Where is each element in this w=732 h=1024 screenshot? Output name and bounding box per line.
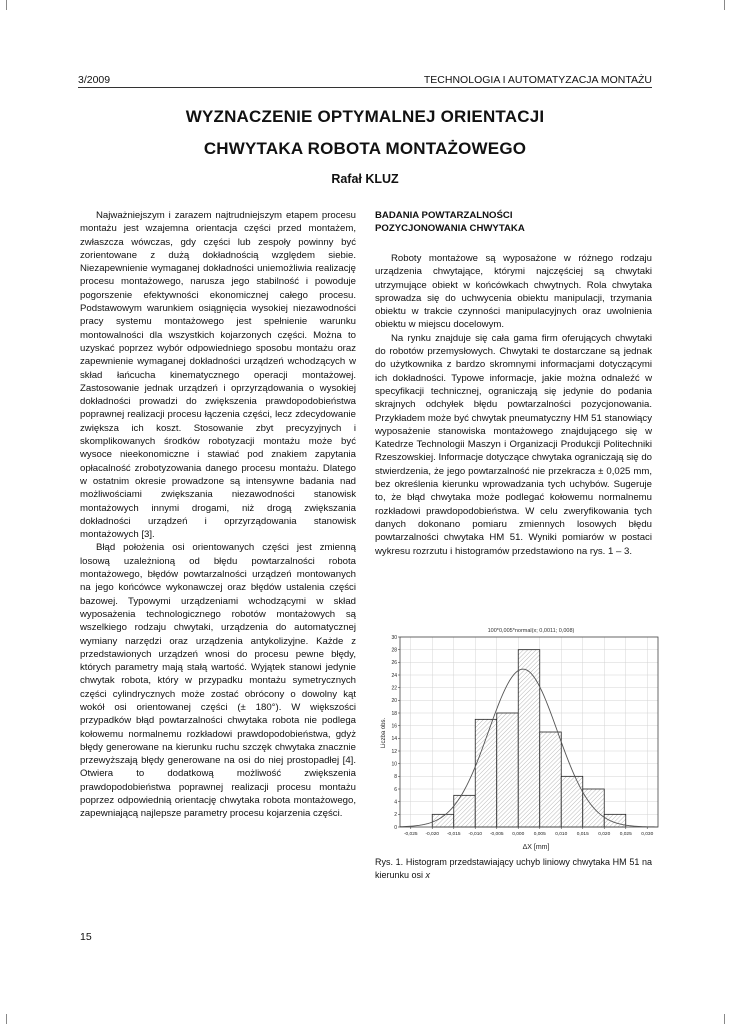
caption-text: Rys. 1. Histogram przedstawiający uchyb liniowy chwytaka HM 51 na kierunku osi	[375, 857, 652, 880]
histogram-bar	[518, 650, 540, 827]
x-tick-label: -0,020	[425, 832, 440, 837]
y-tick-label: 10	[391, 761, 397, 768]
section-heading-line: POZYCJONOWANIA CHWYTAKA	[375, 223, 525, 235]
histogram-figure	[376, 623, 664, 853]
paragraph: Na rynku znajduje się cała gama firm oferujących chwytaki do robotów przemysłowych. Chwytaki te dostarczane są jednak do użytkownika z bardzo skromnymi informacjami dotyczącymi ich dokładności. Typowe informacje, jakie można odnaleźć w specyfikacji technicznej, ograniczają się jedynie do podania skrajnych odchyłek błędu powtarzalności pozycjonowania. Przykładem może być chwytak pneumatyczny HM 51 stanowiący wyposażenie stanowiska montażowego znajdującego się w Katedrze Technologii Maszyn i Organizacji Produkcji Politechniki Rzeszowskiej. Informacje dotyczące chwytaka ograniczają się do stwierdzenia, że jego powtarzalność nie przekracza ± 0,025 mm, bez określenia kierunku wprowadzania tych uchybów. Sugeruje to, że błąd chwytaka może podlegać kołowemu normalnemu rozkładowi prawdopodobieństwa. W celu zweryfikowania tych danych dokonano pomiaru zmiennych losowych błędu powtarzalności chwytaka HM 51. Wyniki pomiarów w postaci wykresu rozrzutu i histogramów przedstawiono na rys. 1 – 3.	[375, 332, 652, 557]
crop-mark	[724, 1014, 725, 1024]
journal-title: TECHNOLOGIA I AUTOMATYZACJA MONTAŻU	[423, 74, 652, 86]
x-tick-label: 0,030	[641, 832, 654, 837]
y-tick-label: 16	[391, 723, 397, 730]
author-name: Rafał KLUZ	[331, 172, 399, 186]
y-tick-label: 8	[394, 774, 397, 781]
y-tick-label: 20	[391, 698, 397, 705]
page-number: 15	[80, 931, 92, 943]
x-axis-label: ΔX [mm]	[522, 844, 550, 851]
histogram-bar	[475, 719, 497, 827]
histogram-bar	[497, 713, 519, 827]
histogram-chart	[376, 623, 664, 853]
paragraph: Najważniejszym i zarazem najtrudniejszym etapem procesu montażu jest wzajemna orientacja części przed montażem, zwłaszcza wówczas, gdy części lub zespoły powinny być zorientowane z dużą dokładnością względem siebie. Niezapewnienie wymaganej dokładności uniemożliwia realizację procesu montażowego, narusza jego stabilność i powoduje pogorszenie efektywności ekonomicznej całego procesu. Podstawowym warunkiem osiągnięcia wysokiej niezawodności pracy systemu montażowego jest spełnienie warunku montowalności dla wszystkich kojarzonych części. Można to uzyskać poprzez wybór odpowiedniego sposobu montażu oraz zapewnienie wymaganej dokładności urządzeń wchodzących w skład łańcucha kinematycznego operacji montażowej. Zastosowanie jednak urządzeń i oprzyrządowania o wysokiej dokładności prowadzi do zwiększenia prawdopodobieństwa poprawnej realizacji procesu łączenia części, lecz zdecydowanie zwiększa ich koszt. Stosowanie zbyt precyzyjnych i skomplikowanych środków robotyzacji montażu może być wysoce nieekonomiczne i stawiać pod znakiem zapytania opłacalność zrobotyzowania danego procesu montażu. Dlatego w ostatnim okresie prowadzone są intensywne badania nad możliwościami zwiększania niezawodności stanowisk montażowych innymi drogami, niż drogą zwiększania dokładności urządzeń i oprzyrządowania stanowisk montażowych [3].	[80, 210, 356, 541]
x-tick-label: 0,020	[598, 832, 611, 837]
issue-number: 3/2009	[78, 74, 111, 86]
paragraph: Roboty montażowe są wyposażone w różnego rodzaju urządzenia chwytające, którymi najczęściej są chwytaki utrzymujące obiekt w końcówkach chwytnych. Rola chwytaka sprowadza się do uchwycenia obiektu manipulacji, trzymania obiektu w trakcie czynności manipulacyjnych oraz uwolnienia obiektu w miejscu docelowym.	[375, 253, 652, 331]
x-tick-label: 0,015	[576, 832, 589, 837]
left-column	[80, 209, 356, 821]
right-column	[375, 252, 652, 558]
x-tick-label: -0,005	[489, 832, 504, 837]
histogram-bar	[540, 732, 562, 827]
y-tick-label: 0	[394, 824, 397, 831]
y-tick-label: 28	[391, 647, 397, 654]
y-tick-label: 24	[391, 672, 397, 679]
figure-caption	[375, 856, 652, 881]
y-tick-label: 12	[391, 748, 397, 755]
paragraph: Błąd położenia osi orientowanych części jest zmienną losową uzależnioną od błędu powtarzalności robota montażowego, błędów powtarzalności urządzeń montowanych na jego końcówce wykonawczej oraz błędów ustalenia części bazowej. Typowymi urządzeniami wchodzącymi w skład wyposażenia technologicznego robotów montażowych są wszelkiego rodzaju chwytaki, urządzenia do automatycznej wymiany narzędzi oraz urządzenia antykolizyjne. Każde z przedstawionych urządzeń wnosi do procesu pewne błędy, których parametry mają stałą wartość. Wyjątek stanowi jedynie chwytak robota, który w przypadku montażu symetrycznych części cylindrycznych może zostać obrócony o dowolny kąt wokół osi orientowanej części (± 180°). W większości przypadków błąd powtarzalności chwytaka robota nie podlega kołowemu normalnemu rozkładowi prawdopodobieństwa, gdyż błędy generowane na kierunku ruchu szczęk chwytaka znacznie przewyższają błędy generowane na osi do niej prostopadłej [4]. Otwiera to dodatkową możliwość zwiększenia prawdopodobieństwa poprawnej realizacji procesu montażu poprzez odpowiednią orientację chwytaka robota montażowego, zapewniającą najlepsze parametry procesu kojarzenia części.	[80, 542, 356, 820]
section-heading	[375, 209, 653, 236]
y-tick-label: 22	[391, 685, 397, 692]
chart-title: 100*0,005*normal(x; 0,0011; 0,008)	[487, 628, 575, 634]
histogram-bar	[604, 814, 626, 827]
x-tick-label: -0,025	[403, 832, 418, 837]
x-tick-label: -0,010	[468, 832, 483, 837]
y-tick-label: 26	[391, 660, 397, 667]
article-title-line-2: CHWYTAKA ROBOTA MONTAŻOWEGO	[203, 139, 527, 158]
crop-mark	[6, 0, 7, 10]
y-tick-label: 6	[394, 786, 397, 793]
histogram-bar	[561, 776, 583, 827]
article-title-line-1: WYZNACZENIE OPTYMALNEJ ORIENTACJI	[185, 107, 545, 126]
y-tick-label: 18	[391, 710, 397, 717]
x-tick-label: 0,005	[533, 832, 546, 837]
crop-mark	[724, 0, 725, 10]
y-tick-label: 4	[394, 799, 397, 806]
caption-axis: x	[425, 869, 431, 880]
y-tick-label: 30	[391, 634, 397, 641]
y-tick-label: 14	[391, 736, 397, 743]
x-tick-label: 0,010	[555, 832, 568, 837]
x-tick-label: 0,025	[619, 832, 632, 837]
y-axis-label: Liczba obs.	[381, 717, 387, 749]
crop-mark	[6, 1014, 7, 1024]
x-tick-label: -0,015	[446, 832, 461, 837]
header-rule	[78, 87, 652, 88]
section-heading-line: BADANIA POWTARZALNOŚCI	[375, 210, 513, 221]
histogram-bar	[454, 795, 476, 827]
y-tick-label: 2	[394, 812, 397, 819]
x-tick-label: 0,000	[512, 832, 525, 837]
